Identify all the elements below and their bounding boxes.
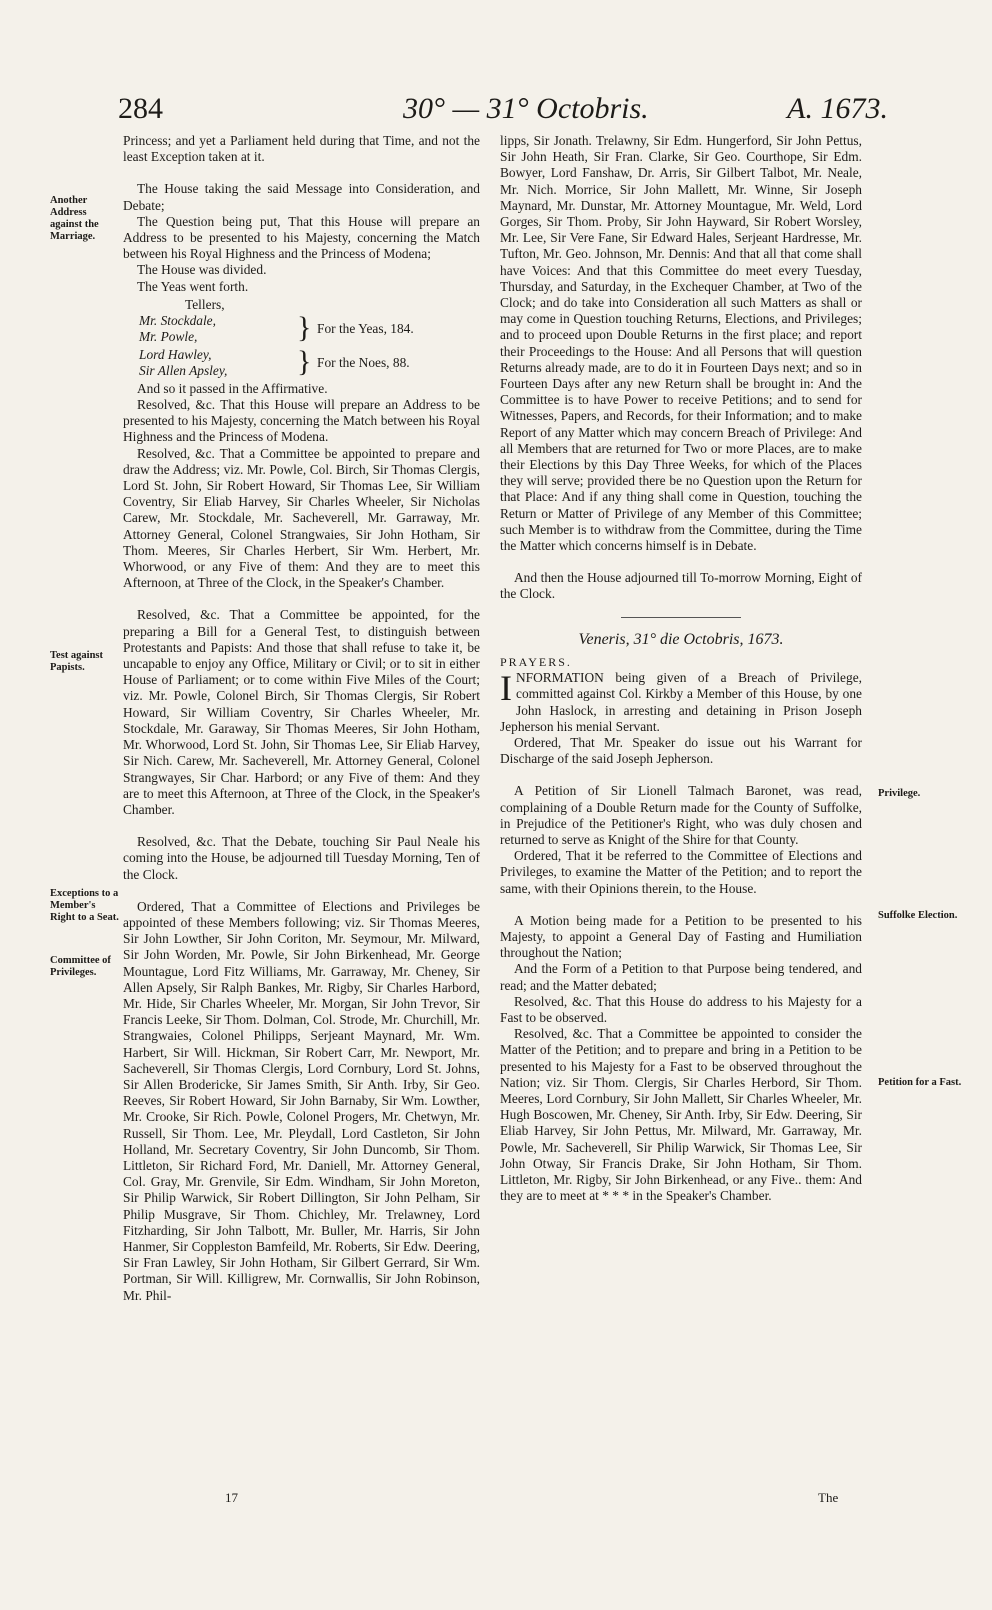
paragraph: The House was divided. [137,262,267,278]
right-column [500,133,862,1204]
paragraph: The House taking the said Message into Consideration, and Debate; [123,181,480,213]
margin-note-test: Test against Papists. [50,650,103,673]
margin-note-exceptions: Exceptions to a Member's Right to a Seat. [50,888,119,923]
page-year: A. 1673. [787,92,888,125]
left-column [123,133,480,1304]
margin-note-address: Another Address against the Marriage. [50,195,99,242]
paragraph: A Petition of Sir Lionell Talmach Baronet, was read, complaining of a Double Return made for the County of Suffolke, in Prejudice of the Petitioner's Right, who was duly chosen and returned to serve as Knight of the Shire for that County. [500,783,862,847]
margin-note-privilege: Privilege. [878,788,921,799]
teller-name: Mr. Powle, [139,328,198,344]
paragraph: Resolved, &c. That the Debate, touching Sir Paul Neale his coming into the House, be adjourned till Tuesday Morning, Ten of the Clock. [123,834,480,882]
noes-count: For the Noes, 88. [317,354,410,370]
paragraph: And then the House adjourned till To-morrow Morning, Eight of the Clock. [500,570,862,602]
paragraph [500,670,862,735]
brace: } [297,310,312,344]
teller-name: Sir Allen Apsley, [139,362,228,378]
paragraph: And so it passed in the Affirmative. [137,380,328,396]
brace: } [297,344,312,378]
paragraph: Resolved, &c. That this House do address to his Majesty for a Fast to be observed. [500,993,862,1025]
paragraph: Ordered, That Mr. Speaker do issue out his Warrant for Discharge of the said Joseph Jepherson. [500,734,862,767]
paragraph: Resolved, &c. That this House will prepare an Address to be presented to his Majesty, concerning the Match between his Royal Highness and the Princess of Modena. [123,397,480,445]
paragraph-text: NFORMATION being given of a Breach of Privilege, committed against Col. Kirkby a Member of this House, by one John Haslock, in arresting and detaining in Prison Joseph Jepherson his menial Servant. [500,670,862,734]
teller-name: Mr. Stockdale, [139,312,216,328]
page-number: 284 [118,92,163,125]
page-header [118,92,888,132]
paragraph: And the Form of a Petition to that Purpose being tendered, and read; and the Matter debated; [500,961,862,993]
drop-cap: I [500,668,512,709]
catchword: The [818,1490,839,1505]
paragraph: Resolved, &c. That a Committee be appointed to consider the Matter of the Petition; and to prepare and bring in a Petition to be presented to his Majesty for a Fast to be observed throughout the Nation; viz. Sir Thom. Clergis, Sir Charles Herbord, Sir Thom. Meeres, Lord Cornbury, Sir John Mallett, Sir Charles Wheeler, Mr. Hugh Boscowen, Mr. Cheney, Sir Anth. Irby, Sir Edw. Deering, Sir Eliab Harvey, Sir John Pettus, Mr. Milward, Mr. Garraway, Mr. Powle, Mr. Sacheverell, Sir Philip Warwick, Sir Thomas Lee, Sir John Otway, Sir Francis Drake, Sir John Hotham, Sir Thom. Littleton, Mr. Rigby, Sir John Birkenhead, or any Five.. them: And they are to meet at * * * in the Speaker's Chamber. [500,1026,862,1204]
tellers-block [123,297,480,381]
margin-note-suffolke: Suffolke Election. [878,910,958,921]
margin-note-committee: Committee of Privileges. [50,955,111,978]
section-divider [621,617,741,618]
tellers-label: Tellers, [185,296,225,312]
signature-mark: 17 [225,1490,238,1505]
paragraph: Ordered, That it be referred to the Committee of Elections and Privileges, to examine the Matter of the Petition; and to report the same, with their Opinions therein, to the House. [500,848,862,896]
paragraph: A Motion being made for a Petition to be presented to his Majesty, to appoint a General Day of Fasting and Humiliation throughout the Nation; [500,912,862,961]
margin-note-fast: Petition for a Fast. [878,1077,962,1088]
paragraph: lipps, Sir Jonath. Trelawny, Sir Edm. Hungerford, Sir John Pettus, Sir John Heath, Sir Fran. Clarke, Sir Geo. Courthope, Sir Edm. Bowyer, Lord Fanshaw, Dr. Arris, Sir Gilbert Talbot, Mr. Neale, Mr. Nich. Morrice, Sir John Mallett, Mr. Winne, Sir Joseph Maynard, Mr. Dunstar, Mr. Attorney Mountague, Mr. Weld, Lord Gorges, Sir Thom. Proby, Sir John Hayward, Sir Robert Worsley, Mr. Lee, Sir Vere Fane, Sir Edward Hales, Serjeant Hardresse, Mr. Tufton, Mr. Geo. Johnson, Mr. Dennis: And that all that come shall have Voices: And that this Committee do meet every Tuesday, Thursday, and Saturday, in the Exchequer Chamber, at Two of the Clock; and do take into Consideration all such Matters as shall or may come in Question touching Returns, Elections, and Privileges; and to proceed upon Double Returns in the first place; and report their Proceedings to the House: And all Persons that will question Returns already made, are to do it in Fourteen Days next; and so in Fourteen Days after any new Return shall be brought in: And the Committee is to have Power to receive Petitions; and to send for Witnesses, Papers, and Records, for their Information; and to make Report of any Matter which may concern Breach of Privilege: And all Members that are returned for Two or more Places, are to make their Elections by this Day Three Weeks, for which of the Places they will serve; provided there be no Question upon the Return for that Place: And if any thing shall come in Question, touching the Return or Matter of Privilege of any Member of this Committee; such Member is to withdraw from the Committee, during the Time the Matter which concerns himself is in Debate. [500,133,862,554]
paragraph: Resolved, &c. That a Committee be appointed, for the preparing a Bill for a General Test, to distinguish between Protestants and Papists: And those that shall refuse to take it, be uncapable to enjoy any Office, Military or Civil; or to sit in either House of Parliament; or to come within Five Miles of the Court; viz. Mr. Powle, Colonel Birch, Sir Thomas Clergis, Sir Robert Howard, Sir William Coventry, Sir Charles Wheeler, Mr. Stockdale, Mr. Garaway, Sir Thomas Meeres, Sir John Hotham, Mr. Whorwood, Lord St. John, Sir Thomas Lee, Sir Eliab Harvey, Sir Nich. Carew, Mr. Sacheverell, Mr. Attorney General, Colonel Strangwayes, Sir Char. Harbord; or any Five of them: And they are to meet this Afternoon, at Three of the Clock, in the Speaker's Chamber. [123,607,480,817]
paragraph: The Yeas went forth. [137,278,249,294]
paragraph: Ordered, That a Committee of Elections and Privileges be appointed of these Members following; viz. Sir Thomas Meeres, Sir John Lowther, Sir John Coriton, Mr. Seymour, Mr. Milward, Sir John Worden, Mr. Powle, Sir John Birkenhead, Mr. George Mountague, Lord Fitz Williams, Mr. Garraway, Mr. Cheney, Sir Allen Apsely, Sir Ralph Bankes, Mr. Rigby, Sir Charles Harbord, Mr. Hide, Sir Charles Wheeler, Mr. Morgan, Sir John Trevor, Sir Francis Leeke, Sir Thom. Dolman, Col. Strode, Mr. Churchill, Mr. Strangwaies, Colonel Philipps, Serjeant Maynard, Mr. Wm. Harbert, Sir Will. Hickman, Sir Robert Carr, Mr. Newport, Mr. Sacheverell, Sir Thomas Clergis, Lord Cornbury, Lord St. Johns, Sir Allen Brodericke, Sir James Smith, Sir Anth. Irby, Sir Geo. Reeves, Sir Robert Howard, Sir John Barnaby, Sir Wm. Lowther, Mr. Crooke, Sir Rich. Powle, Colonel Progers, Mr. Chetwyn, Mr. Russell, Sir Thom. Lee, Mr. Pleydall, Lord Castleton, Sir John Holland, Mr. Secretary Coventry, Sir John Duncomb, Sir Thom. Littleton, Sir Richard Ford, Mr. Daniell, Mr. Attorney General, Col. Gray, Mr. Grenvile, Sir Edm. Windham, Sir John Moreton, Sir Philip Warwick, Sir Robert Dillington, Sir John Pelham, Sir Philip Musgrave, Sir Thom. Chichley, Mr. Trelawney, Lord Fitzharding, Sir John Talbott, Mr. Buller, Mr. Harris, Sir John Hanmer, Sir Coppleston Bamfeild, Mr. Roberts, Sir Edw. Deering, Sir Fran Lawley, Sir John Hotham, Sir Gilbert Gerrard, Sir Wm. Portman, Sir Will. Killigrew, Mr. Cornwallis, Sir John Robinson, Mr. Phil- [123,898,480,1303]
teller-name: Lord Hawley, [139,346,212,362]
paragraph: Princess; and yet a Parliament held during that Time, and not the least Exception taken at it. [123,133,480,165]
prayers-heading: PRAYERS. [500,654,572,669]
yeas-count: For the Yeas, 184. [317,320,414,336]
paragraph: Resolved, &c. That a Committee be appointed to prepare and draw the Address; viz. Mr. Powle, Col. Birch, Sir Thomas Clergis, Lord St. John, Sir Robert Howard, Sir Thomas Lee, Sir William Coventry, Sir Eliab Harvey, Sir Charles Wheeler, Sir Nicholas Carew, Mr. Stockdale, Mr. Sacheverell, Mr. Garraway, Mr. Attorney General, Colonel Strangwaies, Sir John Hotham, Sir Thom. Meeres, Sir Charles Herbert, Sir Wm. Herbert, Mr. Whorwood, or any Five of them: And they are to meet this Afternoon, at Three of the Clock, in the Speaker's Chamber. [123,445,480,591]
page-title: 30° — 31° Octobris. [403,92,649,125]
paragraph: The Question being put, That this House will prepare an Address to be presented to his Majesty, concerning the Match between his Royal Highness and the Princess of Modena; [123,213,480,262]
day-heading: Veneris, 31° die Octobris, 1673. [578,630,784,648]
